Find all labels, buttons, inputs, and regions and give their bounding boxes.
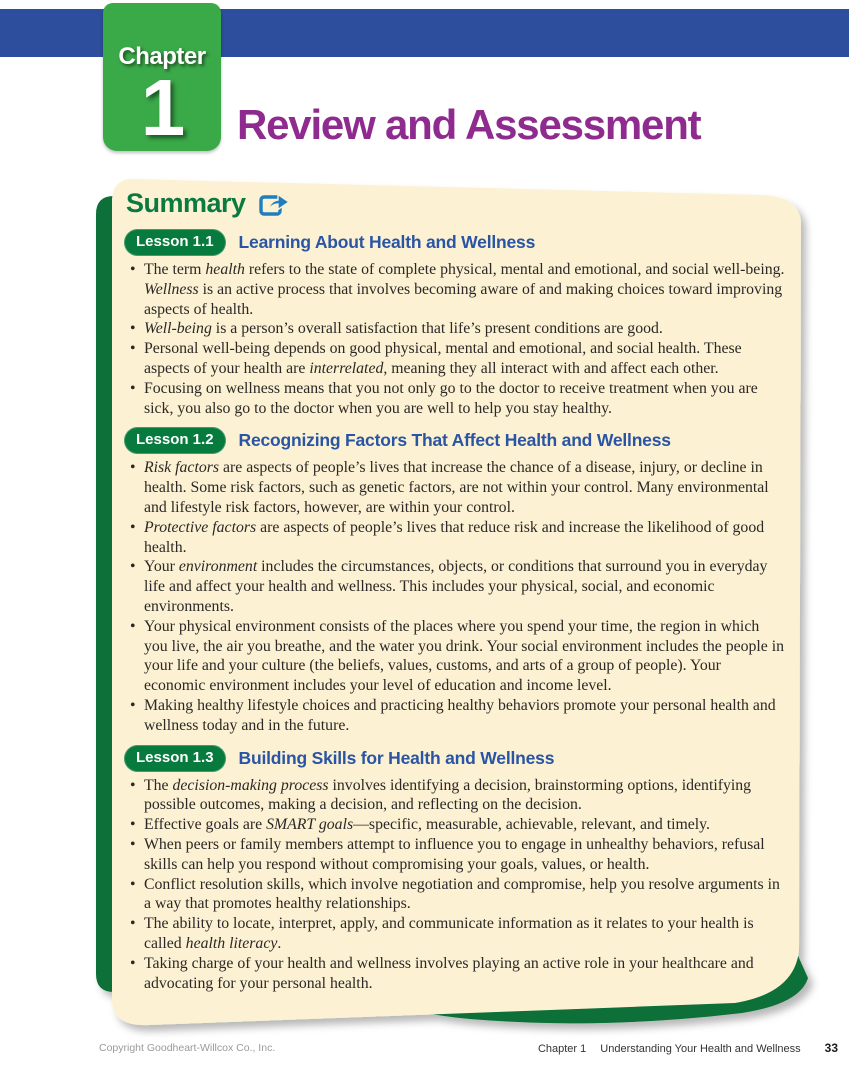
lesson-badge: Lesson 1.3 [124,745,226,772]
lessons [124,229,786,993]
bullet-item: • Risk factors are aspects of people’s lives that increase the chance of a disease, injury, or decline in health. Some risk factors, such as genetic factors, are not within your control. Many environmental and lifestyle risk factors, however, are within your control. [144,458,786,517]
lesson-heading [124,229,786,256]
bullet-item: • Effective goals are SMART goals—specific, measurable, achievable, relevant, and timely. [144,815,786,835]
lesson-bullet-list [124,458,786,735]
share-icon[interactable] [259,190,290,217]
lesson-heading [124,427,786,454]
footer-chapter: Chapter 1 [537,1043,587,1055]
bullet-item: • Taking charge of your health and wellness involves playing an active role in your healthcare and advocating for your personal health. [144,954,786,994]
bullet-item: • When peers or family members attempt to influence you to engage in unhealthy behaviors, refusal skills can help you respond without compromising your goals, values, or health. [144,835,786,875]
bullet-item: • Personal well-being depends on good physical, mental and emotional, and social health. These aspects of your health are interrelated, meaning they all interact with and affect each other. [144,339,786,379]
lesson-title: Recognizing Factors That Affect Health and Wellness [238,430,671,451]
lesson-heading [124,745,786,772]
lesson-badge: Lesson 1.2 [124,427,226,454]
bullet-item: • Making healthy lifestyle choices and practicing healthy behaviors promote your personal health and wellness today and in the future. [144,696,786,736]
chapter-label: Chapter [118,43,206,70]
lesson-bullet-list [124,776,786,994]
page-title: Review and Assessment [237,101,701,148]
summary-header [126,186,786,220]
footer-running-head [538,1041,838,1055]
summary-card [124,186,786,1000]
footer-copyright: Copyright Goodheart-Willcox Co., Inc. [99,1042,276,1054]
bullet-item: • Protective factors are aspects of people’s lives that reduce risk and increase the likelihood of good health. [144,518,786,558]
footer-page-number: 33 [824,1041,838,1055]
lesson-bullet-list [124,260,786,418]
chapter-number: 1 [140,63,184,152]
bullet-item: • Well-being is a person’s overall satisfaction that life’s present conditions are good. [144,319,786,339]
bullet-item: • The term health refers to the state of complete physical, mental and emotional, and social well-being. Wellness is an active process that involves becoming aware of and making choices toward improving aspects of health. [144,260,786,319]
bullet-item: • The decision-making process involves identifying a decision, brainstorming options, identifying possible outcomes, making a decision, and reflecting on the decision. [144,776,786,816]
bullet-item: • Your physical environment consists of the places where you spend your time, the region in which you live, the air you breathe, and the water you drink. Your social environment includes the people in your life and your culture (the beliefs, values, customs, and arts of a group of people). Your economic environment includes your level of education and income level. [144,617,786,696]
lesson-title: Building Skills for Health and Wellness [238,747,555,768]
bullet-item: • The ability to locate, interpret, apply, and communicate information as it relates to your health is called health literacy. [144,914,786,954]
lesson-badge: Lesson 1.1 [124,229,226,256]
bullet-item: • Focusing on wellness means that you not only go to the doctor to receive treatment when you are sick, you also go to the doctor when you are well to help you stay healthy. [144,379,786,419]
bullet-item: • Your environment includes the circumstances, objects, or conditions that surround you in everyday life and affect your health and wellness. This includes your physical, social, and economic environments. [144,557,786,616]
lesson-title: Learning About Health and Wellness [238,232,536,252]
summary-title: Summary [126,187,246,218]
bullet-item: • Conflict resolution skills, which involve negotiation and compromise, help you resolve arguments in a way that promotes healthy relationships. [144,875,786,915]
footer-book-title: Understanding Your Health and Wellness [600,1043,801,1055]
